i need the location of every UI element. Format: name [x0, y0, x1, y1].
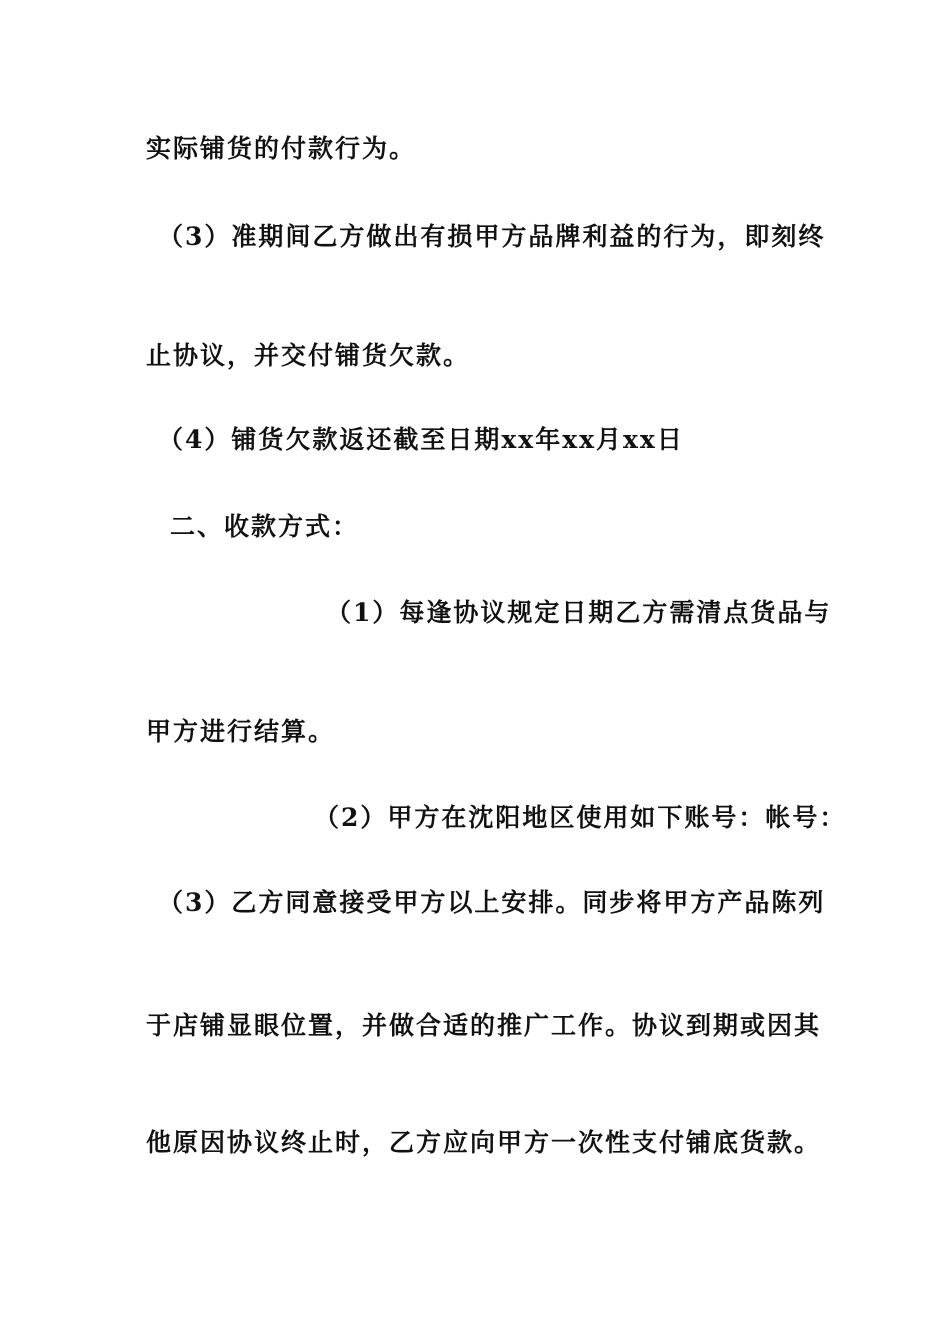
paragraph-line-1: 实际铺货的付款行为。: [146, 134, 417, 163]
paragraph-line-9: （3）乙方同意接受甲方以上安排。同步将甲方产品陈列: [158, 888, 826, 917]
paragraph-line-2: （3）准期间乙方做出有损甲方品牌利益的行为，即刻终: [158, 222, 826, 251]
paragraph-line-6: （1）每逢协议规定日期乙方需清点货品与: [326, 598, 832, 627]
section-heading: 二、收款方式：: [170, 512, 360, 541]
paragraph-line-7: 甲方进行结算。: [146, 717, 336, 746]
paragraph-line-10: 于店铺显眼位置，并做合适的推广工作。协议到期或因其: [146, 1011, 822, 1040]
paragraph-line-11: 他原因协议终止时，乙方应向甲方一次性支付铺底货款。: [146, 1128, 822, 1157]
paragraph-line-3: 止协议，并交付铺货欠款。: [146, 341, 471, 370]
paragraph-line-8: （2）甲方在沈阳地区使用如下账号：帐号：: [314, 803, 847, 832]
paragraph-line-4: （4）铺货欠款返还截至日期xx年xx月xx日: [158, 425, 684, 454]
